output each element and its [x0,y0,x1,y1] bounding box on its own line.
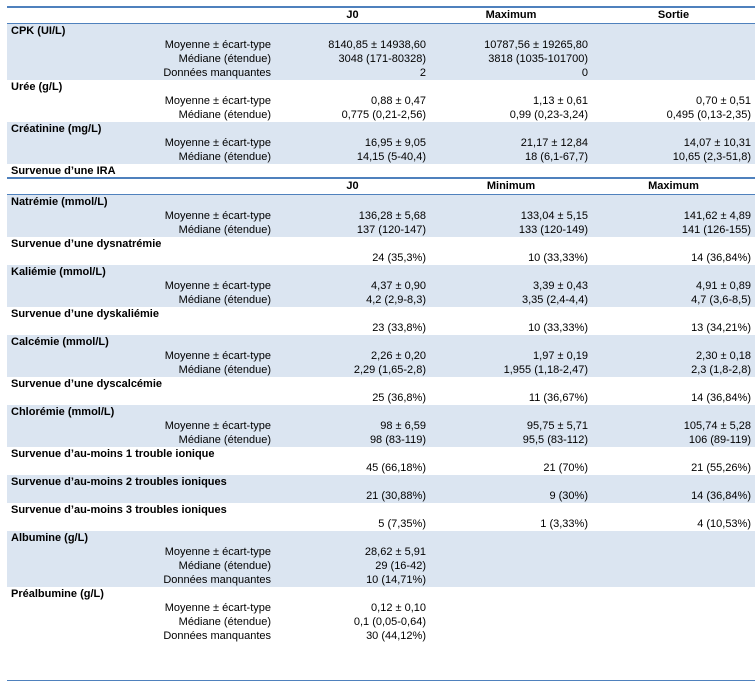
section-title: Survenue d’au-moins 2 troubles ioniques [7,475,755,489]
section-title: Chlorémie (mmol/L) [7,405,755,419]
table1-header-row [7,7,755,24]
table1-column-header: Maximum [430,7,592,24]
table1-column-header: J0 [275,7,430,24]
cell-value: 18 (6,1-67,7) [430,150,592,164]
row-label: Moyenne ± écart-type [7,209,275,223]
row-label: Moyenne ± écart-type [7,38,275,52]
row-label: Moyenne ± écart-type [7,279,275,293]
cell-value: 13 (34,21%) [691,322,751,334]
cell-value [592,629,755,643]
row-label [7,251,275,265]
table2-data-row [7,489,755,503]
cell-value: 2,26 ± 0,20 [275,349,430,363]
cell-value: 95,5 (83-112) [430,433,592,447]
cell-value: 4 (10,53%) [697,518,751,530]
table1-data-row [7,136,755,150]
cell-value: 14 (36,84%) [691,392,751,404]
cell-value: 5 (7,35%) [378,518,426,530]
table2-column-header: Minimum [430,178,592,195]
table2-data-row [7,559,755,573]
cell-value [430,559,592,573]
cell-value: 4,37 ± 0,90 [275,279,430,293]
row-label: Données manquantes [7,66,275,80]
cell-value [430,615,592,629]
cell-value: 105,74 ± 5,28 [592,419,755,433]
row-label [7,517,275,531]
table2-section-row [7,447,755,461]
section-title: Créatinine (mg/L) [7,122,755,136]
cell-value [592,52,755,66]
table2-data-row [7,433,755,447]
section-title: Survenue d’une dyscalcémie [11,378,163,390]
row-label: Médiane (étendue) [178,616,271,628]
section-title: Préalbumine (g/L) [11,588,104,600]
cell-value: 0,1 (0,05-0,64) [353,616,426,628]
section-title: Urée (g/L) [11,81,63,93]
table1-column-header: Sortie [592,7,755,24]
cell-value: 136,28 ± 5,68 [275,209,430,223]
table2-section-row [7,377,755,391]
table2-column-header: J0 [275,178,430,195]
cell-value: 1,13 ± 0,61 [533,95,588,107]
cell-value [592,66,755,80]
cell-value: 11 (36,67%) [528,392,588,404]
table2-section-row [7,503,755,517]
cell-value: 3,35 (2,4-4,4) [430,293,592,307]
table2-section-row [7,195,755,210]
cell-value [430,601,592,615]
cell-value: 14 (36,84%) [691,252,751,264]
cell-value [430,629,592,643]
section-title: Calcémie (mmol/L) [7,335,755,349]
cell-value: 10787,56 ± 19265,80 [430,38,592,52]
row-label: Médiane (étendue) [7,559,275,573]
table2-data-row [7,601,755,615]
row-label: Médiane (étendue) [7,223,275,237]
table2-data-row [7,363,755,377]
table2-column-header [7,178,275,195]
cell-value: 30 (44,12%) [366,630,426,642]
table-bottom-rule [7,680,755,681]
table2-section-row [7,475,755,489]
row-label: Moyenne ± écart-type [7,419,275,433]
cell-value: 2,30 ± 0,18 [592,349,755,363]
cell-value: 3818 (1035-101700) [430,52,592,66]
table2-section-row [7,265,755,279]
cell-value: 10 (14,71%) [275,573,430,587]
table1-section-row [7,122,755,136]
cell-value: 1,955 (1,18-2,47) [430,363,592,377]
section-title: Survenue d’une dysnatrémie [11,238,162,250]
row-label: Moyenne ± écart-type [164,602,271,614]
cell-value: 0,495 (0,13-2,35) [666,109,751,121]
section-title: Albumine (g/L) [7,531,755,545]
table2-data-row [7,209,755,223]
row-label [7,461,275,475]
cell-value: 29 (16-42) [275,559,430,573]
row-label [7,489,275,503]
row-label [7,321,275,335]
results-table-renal [7,6,755,192]
cell-value: 21 (70%) [543,462,588,474]
row-label: Médiane (étendue) [7,293,275,307]
table2-column-header: Maximum [592,178,755,195]
table2-data-row [7,293,755,307]
results-table-ionic [7,177,755,643]
table1-data-row [7,150,755,164]
section-title: Survenue d’une IRA [11,165,116,177]
table2-section-row [7,307,755,321]
table1-section-row [7,24,755,39]
table2-data-row [7,251,755,265]
cell-value: 133,04 ± 5,15 [430,209,592,223]
section-title: CPK (UI/L) [7,24,755,39]
section-title: Survenue d’au-moins 1 trouble ionique [11,448,215,460]
table2-data-row [7,391,755,405]
cell-value: 3048 (171-80328) [275,52,430,66]
cell-value [592,573,755,587]
cell-value: 95,75 ± 5,71 [430,419,592,433]
cell-value [592,559,755,573]
section-title: Natrémie (mmol/L) [7,195,755,210]
table1-data-row [7,52,755,66]
row-label: Médiane (étendue) [7,363,275,377]
section-title: Survenue d’au-moins 3 troubles ioniques [11,504,227,516]
cell-value: 2,3 (1,8-2,8) [592,363,755,377]
table2-section-row [7,237,755,251]
row-label: Moyenne ± écart-type [7,349,275,363]
cell-value: 141 (126-155) [592,223,755,237]
cell-value: 21 (55,26%) [691,462,751,474]
cell-value: 0,70 ± 0,51 [696,95,751,107]
table2-header-row [7,178,755,195]
table2-section-row [7,405,755,419]
cell-value: 0,99 (0,23-3,24) [509,109,588,121]
cell-value: 0,88 ± 0,47 [371,95,426,107]
table1-section-row [7,164,755,178]
cell-value [592,545,755,559]
cell-value: 1,97 ± 0,19 [430,349,592,363]
cell-value: 25 (36,8%) [372,392,426,404]
cell-value: 10 (33,33%) [528,252,588,264]
cell-value: 2,29 (1,65-2,8) [275,363,430,377]
cell-value [592,615,755,629]
cell-value: 21 (30,88%) [275,489,430,503]
cell-value: 106 (89-119) [592,433,755,447]
cell-value [430,573,592,587]
table2-section-row [7,531,755,545]
cell-value: 1 (3,33%) [540,518,588,530]
cell-value: 9 (30%) [430,489,592,503]
cell-value: 137 (120-147) [275,223,430,237]
cell-value: 133 (120-149) [430,223,592,237]
cell-value: 4,91 ± 0,89 [592,279,755,293]
table2-section-row [7,335,755,349]
cell-value: 16,95 ± 9,05 [275,136,430,150]
table2-data-row [7,573,755,587]
cell-value: 0,12 ± 0,10 [371,602,426,614]
row-label [7,391,275,405]
cell-value: 24 (35,3%) [372,252,426,264]
row-label: Moyenne ± écart-type [7,136,275,150]
cell-value: 4,2 (2,9-8,3) [275,293,430,307]
table1-data-row [7,38,755,52]
table1-section-row [7,80,755,94]
cell-value: 23 (33,8%) [372,322,426,334]
row-label: Médiane (étendue) [178,109,271,121]
cell-value: 28,62 ± 5,91 [275,545,430,559]
row-label: Médiane (étendue) [7,433,275,447]
cell-value [430,545,592,559]
table1-data-row [7,108,755,122]
cell-value: 8140,85 ± 14938,60 [275,38,430,52]
table1-data-row [7,94,755,108]
table2-data-row [7,419,755,433]
cell-value: 10 (33,33%) [528,322,588,334]
cell-value: 14,15 (5-40,4) [275,150,430,164]
row-label: Données manquantes [163,630,271,642]
row-label: Données manquantes [7,573,275,587]
cell-value: 98 (83-119) [275,433,430,447]
cell-value: 21,17 ± 12,84 [430,136,592,150]
row-label: Moyenne ± écart-type [7,545,275,559]
row-label: Médiane (étendue) [7,52,275,66]
table2-data-row [7,223,755,237]
cell-value: 4,7 (3,6-8,5) [592,293,755,307]
table2-data-row [7,629,755,643]
table1-data-row [7,66,755,80]
table2-data-row [7,461,755,475]
cell-value: 141,62 ± 4,89 [592,209,755,223]
table1-column-header [7,7,275,24]
table2-data-row [7,321,755,335]
cell-value: 45 (66,18%) [366,462,426,474]
cell-value: 3,39 ± 0,43 [430,279,592,293]
table2-data-row [7,615,755,629]
table2-data-row [7,349,755,363]
cell-value: 0,775 (0,21-2,56) [341,109,426,121]
cell-value: 2 [275,66,430,80]
table2-section-row [7,587,755,601]
cell-value: 14,07 ± 10,31 [592,136,755,150]
section-title: Survenue d’une dyskaliémie [11,308,159,320]
table2-data-row [7,279,755,293]
section-title: Kaliémie (mmol/L) [7,265,755,279]
cell-value [592,38,755,52]
row-label: Moyenne ± écart-type [164,95,271,107]
table2-data-row [7,517,755,531]
cell-value: 14 (36,84%) [592,489,755,503]
cell-value: 98 ± 6,59 [275,419,430,433]
table2-data-row [7,545,755,559]
row-label: Médiane (étendue) [7,150,275,164]
cell-value: 10,65 (2,3-51,8) [592,150,755,164]
cell-value [592,601,755,615]
cell-value: 0 [430,66,592,80]
